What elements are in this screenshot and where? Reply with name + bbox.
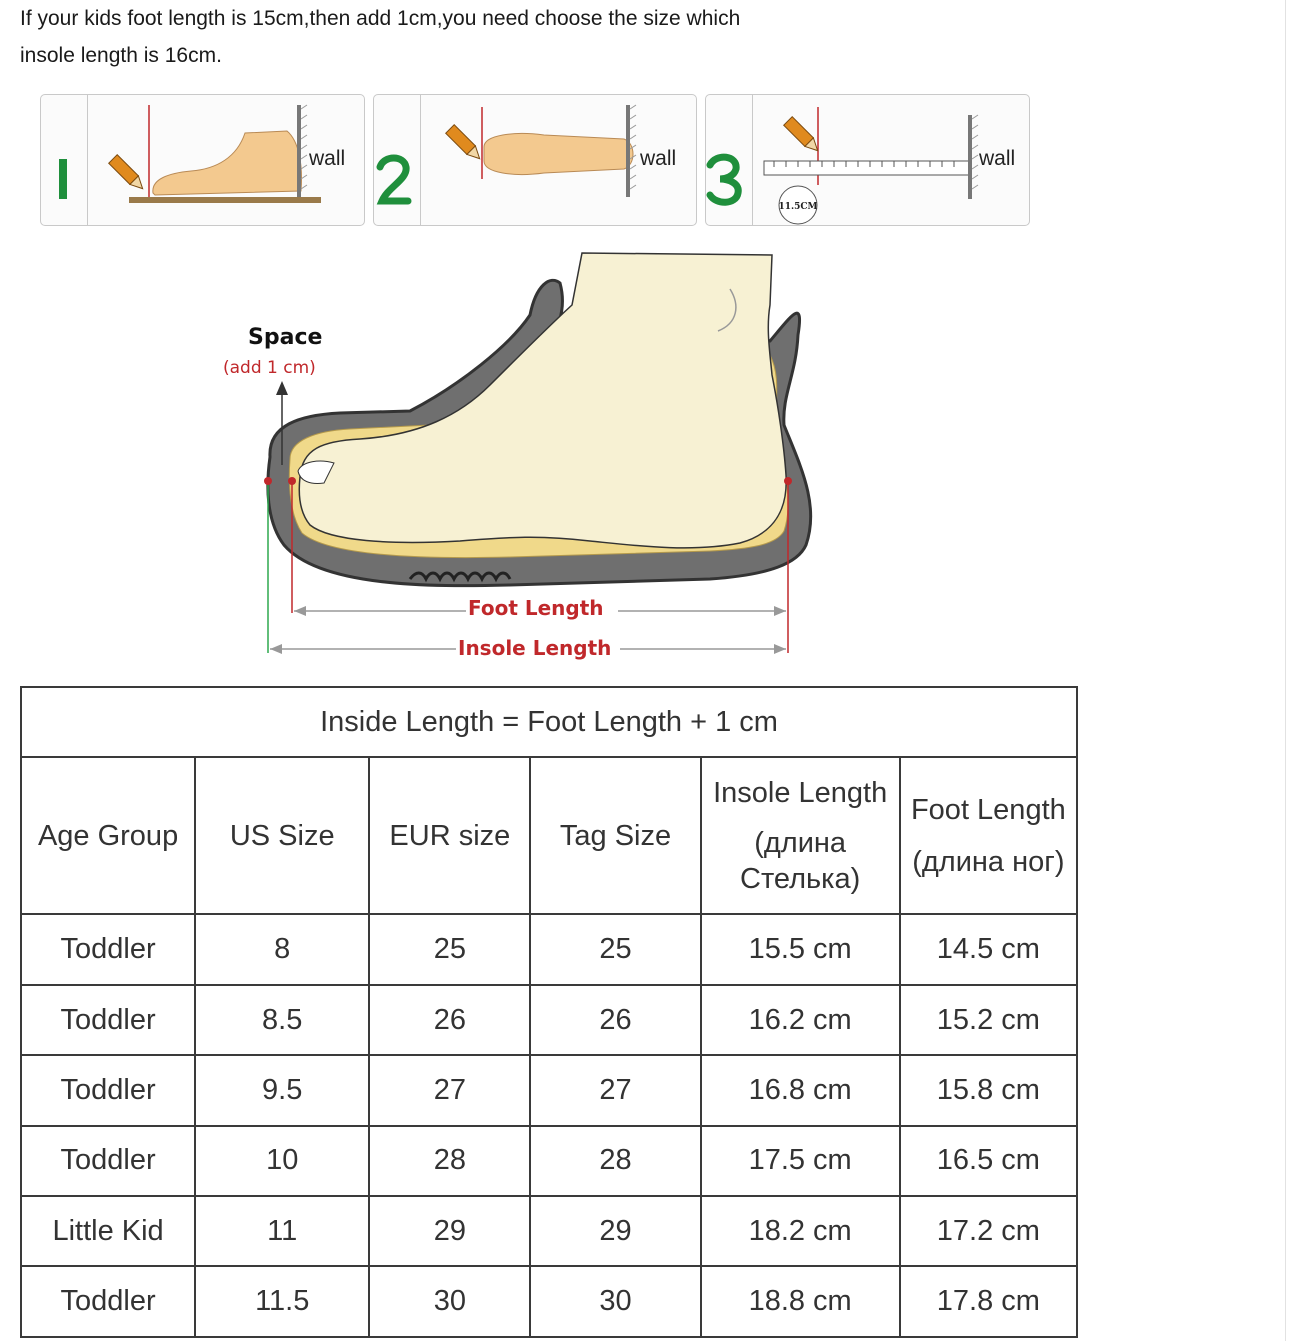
cell-tag-size: 30 bbox=[530, 1266, 700, 1337]
cell-foot-length: 17.2 cm bbox=[900, 1196, 1077, 1266]
cell-foot-length: 14.5 cm bbox=[900, 914, 1077, 984]
table-row bbox=[21, 1055, 1077, 1125]
table-header-row bbox=[21, 757, 1077, 914]
cell-eur-size: 25 bbox=[369, 914, 530, 984]
step-number-3-glyph bbox=[710, 157, 738, 202]
space-arrow-head bbox=[276, 381, 288, 395]
cell-age-group: Toddler bbox=[21, 1055, 195, 1125]
header-us-size: US Size bbox=[195, 757, 369, 914]
wall-hatching bbox=[972, 115, 978, 189]
pencil-icon bbox=[109, 155, 147, 193]
cell-insole-length: 18.8 cm bbox=[701, 1266, 900, 1337]
wall-label: wall bbox=[979, 147, 1016, 170]
table-row bbox=[21, 914, 1077, 984]
cell-foot-length: 17.8 cm bbox=[900, 1266, 1077, 1337]
measure-step-2-panel bbox=[373, 94, 697, 226]
measure-step-1-panel bbox=[40, 94, 365, 226]
foot-top-shape bbox=[484, 134, 633, 175]
step-number-1-glyph bbox=[59, 159, 67, 199]
header-insole-length bbox=[701, 757, 900, 914]
cell-eur-size: 26 bbox=[369, 985, 530, 1055]
heel-dot bbox=[784, 477, 792, 485]
cell-age-group: Toddler bbox=[21, 1266, 195, 1337]
cell-us-size: 8.5 bbox=[195, 985, 369, 1055]
arrow-head bbox=[294, 606, 306, 616]
space-label: Space bbox=[248, 325, 323, 350]
table-row bbox=[21, 1266, 1077, 1337]
wall-line bbox=[297, 105, 301, 197]
header-insole-line3: Стелька) bbox=[740, 862, 861, 895]
cell-foot-length: 16.5 cm bbox=[900, 1126, 1077, 1196]
cell-age-group: Little Kid bbox=[21, 1196, 195, 1266]
cell-tag-size: 27 bbox=[530, 1055, 700, 1125]
step-number-2-glyph bbox=[380, 158, 408, 201]
header-foot-line2: (длина ног) bbox=[912, 845, 1065, 878]
cell-foot-length: 15.2 cm bbox=[900, 985, 1077, 1055]
cell-us-size: 8 bbox=[195, 914, 369, 984]
intro-text bbox=[20, 0, 900, 74]
page-edge-line bbox=[1285, 0, 1286, 1341]
cell-eur-size: 29 bbox=[369, 1196, 530, 1266]
wall-line bbox=[626, 105, 630, 197]
table-banner: Inside Length = Foot Length + 1 cm bbox=[21, 687, 1077, 757]
foot-length-label: Foot Length bbox=[468, 596, 604, 620]
cell-us-size: 11.5 bbox=[195, 1266, 369, 1337]
cell-age-group: Toddler bbox=[21, 985, 195, 1055]
ruler-reading: 11.5CM bbox=[778, 202, 818, 212]
header-insole-line2: (длина bbox=[754, 826, 847, 859]
arrow-head bbox=[774, 644, 786, 654]
measure-step-3-panel bbox=[705, 94, 1030, 226]
foot-side-shape bbox=[153, 131, 302, 195]
cell-tag-size: 26 bbox=[530, 985, 700, 1055]
cell-us-size: 10 bbox=[195, 1126, 369, 1196]
wall-label: wall bbox=[309, 147, 346, 170]
header-tag-size: Tag Size bbox=[530, 757, 700, 914]
cell-foot-length: 15.8 cm bbox=[900, 1055, 1077, 1125]
cell-eur-size: 30 bbox=[369, 1266, 530, 1337]
foot-start-dot bbox=[288, 477, 296, 485]
intro-line-1: If your kids foot length is 15cm,then add 1cm,you need choose the size which bbox=[20, 7, 741, 30]
intro-line-2: insole length is 16cm. bbox=[20, 44, 222, 67]
table-banner-row bbox=[21, 687, 1077, 757]
arrow-head bbox=[774, 606, 786, 616]
cell-insole-length: 17.5 cm bbox=[701, 1126, 900, 1196]
pencil-icon bbox=[446, 125, 484, 163]
cell-insole-length: 18.2 cm bbox=[701, 1196, 900, 1266]
space-sublabel: (add 1 cm) bbox=[223, 358, 316, 378]
size-chart-table bbox=[20, 686, 1078, 1338]
cell-us-size: 9.5 bbox=[195, 1055, 369, 1125]
floor-board bbox=[129, 197, 321, 203]
cell-eur-size: 27 bbox=[369, 1055, 530, 1125]
header-insole-line1: Insole Length bbox=[713, 776, 888, 809]
cell-insole-length: 16.8 cm bbox=[701, 1055, 900, 1125]
table-row bbox=[21, 1196, 1077, 1266]
pencil-icon bbox=[784, 117, 822, 155]
arrow-head bbox=[270, 644, 282, 654]
header-foot-length bbox=[900, 757, 1077, 914]
wall-line bbox=[968, 115, 972, 199]
cell-eur-size: 28 bbox=[369, 1126, 530, 1196]
cell-insole-length: 15.5 cm bbox=[701, 914, 900, 984]
header-age-group: Age Group bbox=[21, 757, 195, 914]
cell-tag-size: 29 bbox=[530, 1196, 700, 1266]
cell-insole-length: 16.2 cm bbox=[701, 985, 900, 1055]
table-row bbox=[21, 1126, 1077, 1196]
table-row bbox=[21, 985, 1077, 1055]
insole-start-dot bbox=[264, 477, 272, 485]
insole-length-label: Insole Length bbox=[458, 636, 612, 660]
cell-age-group: Toddler bbox=[21, 1126, 195, 1196]
cell-tag-size: 25 bbox=[530, 914, 700, 984]
cell-us-size: 11 bbox=[195, 1196, 369, 1266]
cell-age-group: Toddler bbox=[21, 914, 195, 984]
wall-label: wall bbox=[640, 147, 677, 170]
header-eur-size: EUR size bbox=[369, 757, 530, 914]
header-foot-line1: Foot Length bbox=[910, 793, 1066, 826]
cell-tag-size: 28 bbox=[530, 1126, 700, 1196]
ruler-bar bbox=[764, 161, 970, 175]
